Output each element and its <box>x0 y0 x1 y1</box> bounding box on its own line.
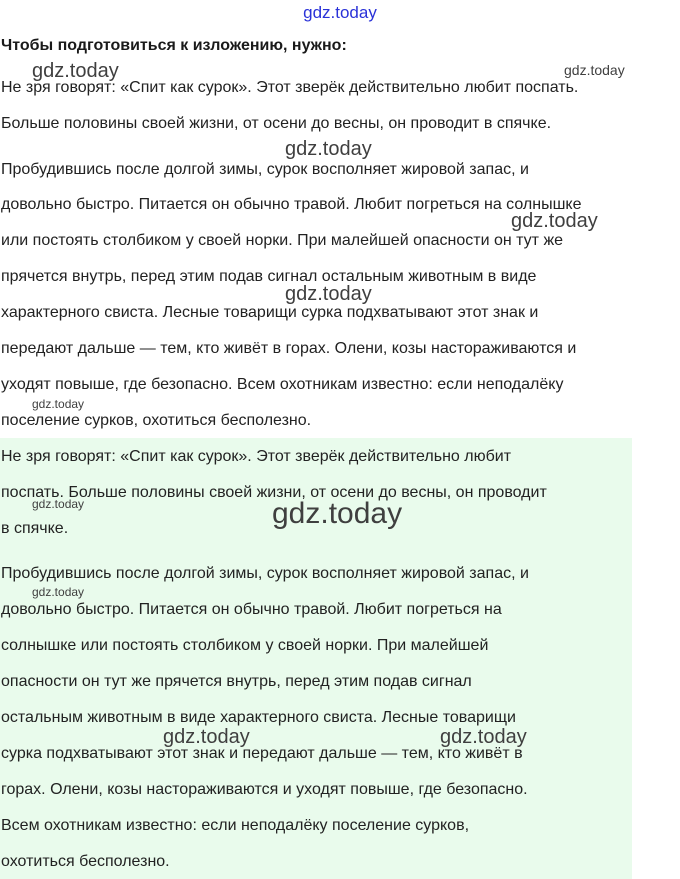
watermark: gdz.today <box>511 210 598 232</box>
answer-line: сурка подхватывают этот знак и передают дальше — тем, кто живёт в <box>1 745 523 762</box>
watermark: gdz.today <box>32 585 85 599</box>
watermark: gdz.today <box>285 283 372 305</box>
task-heading: Чтобы подготовиться к изложению, нужно: <box>1 37 347 54</box>
watermark: gdz.today <box>32 397 85 411</box>
original-line: прячется внутрь, перед этим подав сигнал остальным животным в виде <box>1 268 537 285</box>
watermark: gdz.today <box>272 497 403 530</box>
header-watermark: gdz.today <box>303 3 377 22</box>
answer-line: солнышке или постоять столбиком у своей норки. При малейшей <box>1 637 489 654</box>
answer-line: поспать. Больше половины своей жизни, от осени до весны, он проводит <box>1 484 547 501</box>
answer-line: Не зря говорят: «Спит как сурок». Этот зверёк действительно любит <box>1 448 512 465</box>
watermark: gdz.today <box>564 62 625 78</box>
watermark: gdz.today <box>163 726 250 748</box>
original-line: характерного свиста. Лесные товарищи сурка подхватывают этот знак и <box>1 304 539 321</box>
answer-line: опасности он тут же прячется внутрь, перед этим подав сигнал <box>1 673 472 690</box>
answer-line: Всем охотникам известно: если неподалёку поселение сурков, <box>1 817 470 834</box>
answer-line: остальным животным в виде характерного свиста. Лесные товарищи <box>1 709 516 726</box>
answer-line: Пробудившись после долгой зимы, сурок восполняет жировой запас, и <box>1 565 529 582</box>
watermark: gdz.today <box>285 138 372 160</box>
original-line: или постоять столбиком у своей норки. При малейшей опасности он тут же <box>1 232 564 249</box>
answer-line: охотиться бесполезно. <box>1 853 170 870</box>
answer-line: горах. Олени, козы настораживаются и уходят повыше, где безопасно. <box>1 781 528 798</box>
original-line: уходят повыше, где безопасно. Всем охотникам известно: если неподалёку <box>1 376 564 393</box>
watermark: gdz.today <box>440 726 527 748</box>
original-line: поселение сурков, охотиться бесполезно. <box>1 412 312 429</box>
original-line: передают дальше — тем, кто живёт в горах. Олени, козы настораживаются и <box>1 340 577 357</box>
original-line: Не зря говорят: «Спит как сурок». Этот зверёк действительно любит поспать. <box>1 79 579 96</box>
original-line: довольно быстро. Питается он обычно травой. Любит погреться на солнышке <box>1 196 582 213</box>
answer-line: в спячке. <box>1 520 69 537</box>
answer-line: довольно быстро. Питается он обычно травой. Любит погреться на <box>1 601 502 618</box>
original-line: Больше половины своей жизни, от осени до весны, он проводит в спячке. <box>1 115 552 132</box>
watermark: gdz.today <box>32 497 85 511</box>
original-line: Пробудившись после долгой зимы, сурок восполняет жировой запас, и <box>1 161 529 178</box>
watermark: gdz.today <box>32 60 119 82</box>
